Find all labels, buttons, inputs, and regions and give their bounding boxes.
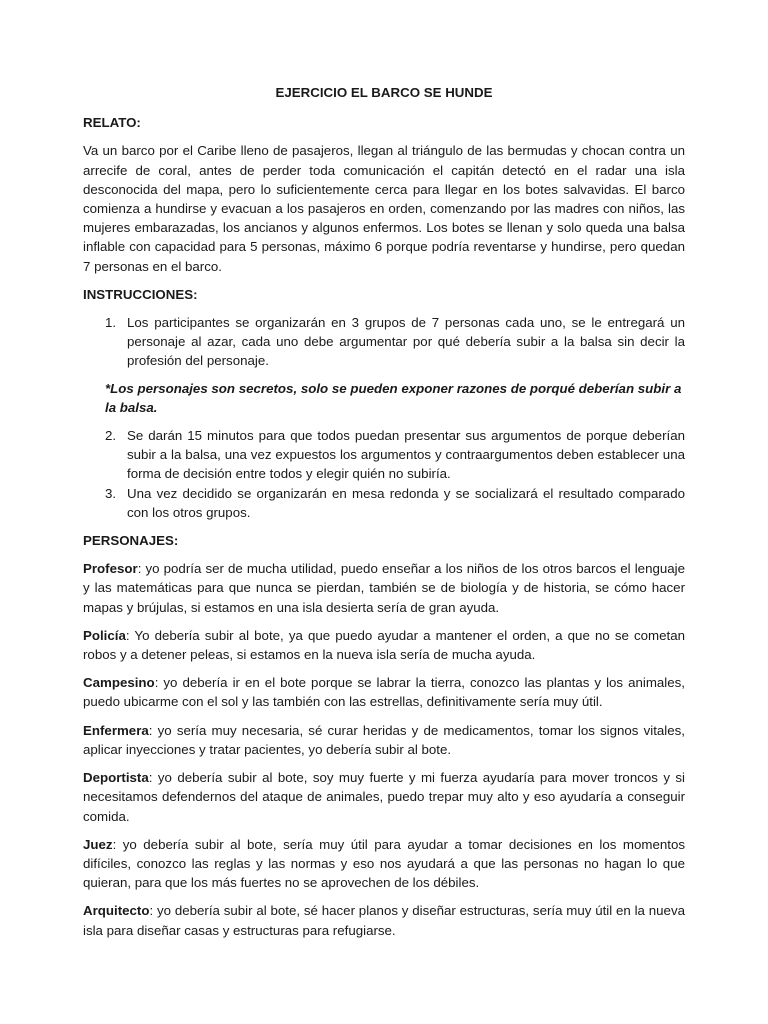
- instruction-number: 3.: [105, 485, 117, 501]
- instruction-number: 1.: [105, 315, 117, 331]
- character-description: : Yo debería subir al bote, ya que puedo ayudar a mantener el orden, a que no se cometan robos y a detener peleas, si estamos en la nueva isla sería de mucha ayuda.: [83, 627, 685, 663]
- personajes-heading: PERSONAJES:: [83, 533, 179, 549]
- character-juez: [83, 835, 685, 893]
- relato-text: Va un barco por el Caribe lleno de pasajeros, llegan al triángulo de las bermudas y chocan contra un arrecife de coral, antes de perder toda comunicación el capitán detectó en el radar una isla desconocida del mapa, pero lo suficientemente cerca para llegar en los botes salvavidas. El barco comienza a hundirse y evacuan a los pasajeros en orden, comenzando por las madres con niños, las mujeres embarazadas, los ancianos y algunos enfermos. Los botes se llenan y solo queda una balsa inflable con capacidad para 5 personas, máximo 6 porque podría reventarse y hundirse, pero quedan 7 personas en el barco.: [83, 143, 685, 274]
- character-name: Campesino: [83, 675, 155, 691]
- relato-heading: RELATO:: [83, 115, 141, 131]
- character-name: Juez: [83, 836, 113, 852]
- character-description: : yo debería ir en el bote porque se labrar la tierra, conozco las plantas y los animales, puedo ubicarme con el sol y las también con las estrellas, definitivamente sería muy útil.: [83, 675, 685, 710]
- instruction-text: Se darán 15 minutos para que todos puedan presentar sus argumentos de porque deberían subir a la balsa, una vez expuestos los argumentos y contraargumentos deben establecer una forma de decisión entre todos y elegir quién no subiría.: [127, 428, 685, 482]
- character-description: : yo debería subir al bote, sé hacer planos y diseñar estructuras, sería muy útil en la nueva isla para diseñar casas y estructuras para refugiarse.: [83, 903, 685, 938]
- character-name: Arquitecto: [83, 903, 150, 919]
- character-description: : yo debería subir al bote, sería muy útil para ayudar a tomar decisiones en los momentos difíciles, conozco las reglas y las normas y eso nos ayudará a que las personas no hagan lo que quieran, para que los más fuertes no se aprovechen de los débiles.: [83, 836, 685, 891]
- instrucciones-heading: INSTRUCCIONES:: [83, 286, 198, 302]
- instructions-list-continued: [83, 426, 685, 522]
- character-name: Deportista: [83, 770, 149, 786]
- character-campesino: [83, 673, 685, 711]
- instruction-item: [83, 484, 685, 522]
- instruction-text: Los participantes se organizarán en 3 grupos de 7 personas cada uno, se le entregará un personaje al azar, cada uno debe argumentar por qué debería subir a la balsa sin decir la profesión del personaje.: [127, 315, 685, 369]
- character-arquitecto: [83, 901, 685, 939]
- instruction-text: Una vez decidido se organizarán en mesa redonda y se socializará el resultado comparado con los otros grupos.: [127, 485, 685, 520]
- character-description: : yo podría ser de mucha utilidad, puedo enseñar a los niños de los otros barcos el lenguaje y las matemáticas para que nunca se pierdan, también se de biología y de historia, se cómo hacer mapas y brújulas, si estamos en una isla desierta sería de gran ayuda.: [83, 561, 685, 615]
- character-description: : yo sería muy necesaria, sé curar heridas y de medicamentos, tomar los signos vitales, aplicar inyecciones y tratar pacientes, yo debería subir al bote.: [83, 722, 685, 757]
- instruction-item: [83, 426, 685, 484]
- character-name: Policía: [83, 627, 126, 643]
- character-name: Profesor: [83, 561, 138, 577]
- character-name: Enfermera: [83, 722, 149, 738]
- character-enfermera: [83, 721, 685, 759]
- character-description: : yo debería subir al bote, soy muy fuerte y mi fuerza ayudaría para mover troncos y si necesitamos defendernos del ataque de animales, puedo trepar muy alto y eso ayudaría a conseguir comida.: [83, 770, 685, 824]
- character-profesor: [83, 559, 685, 617]
- instruction-number: 2.: [105, 428, 117, 444]
- document-title: EJERCICIO EL BARCO SE HUNDE: [275, 85, 493, 100]
- instruction-item: [83, 313, 685, 371]
- character-policia: [83, 626, 685, 664]
- secret-note: *Los personajes son secretos, solo se pueden exponer razones de porqué deberían subir a la balsa.: [105, 380, 682, 415]
- character-deportista: [83, 768, 685, 826]
- instructions-list: [83, 313, 685, 371]
